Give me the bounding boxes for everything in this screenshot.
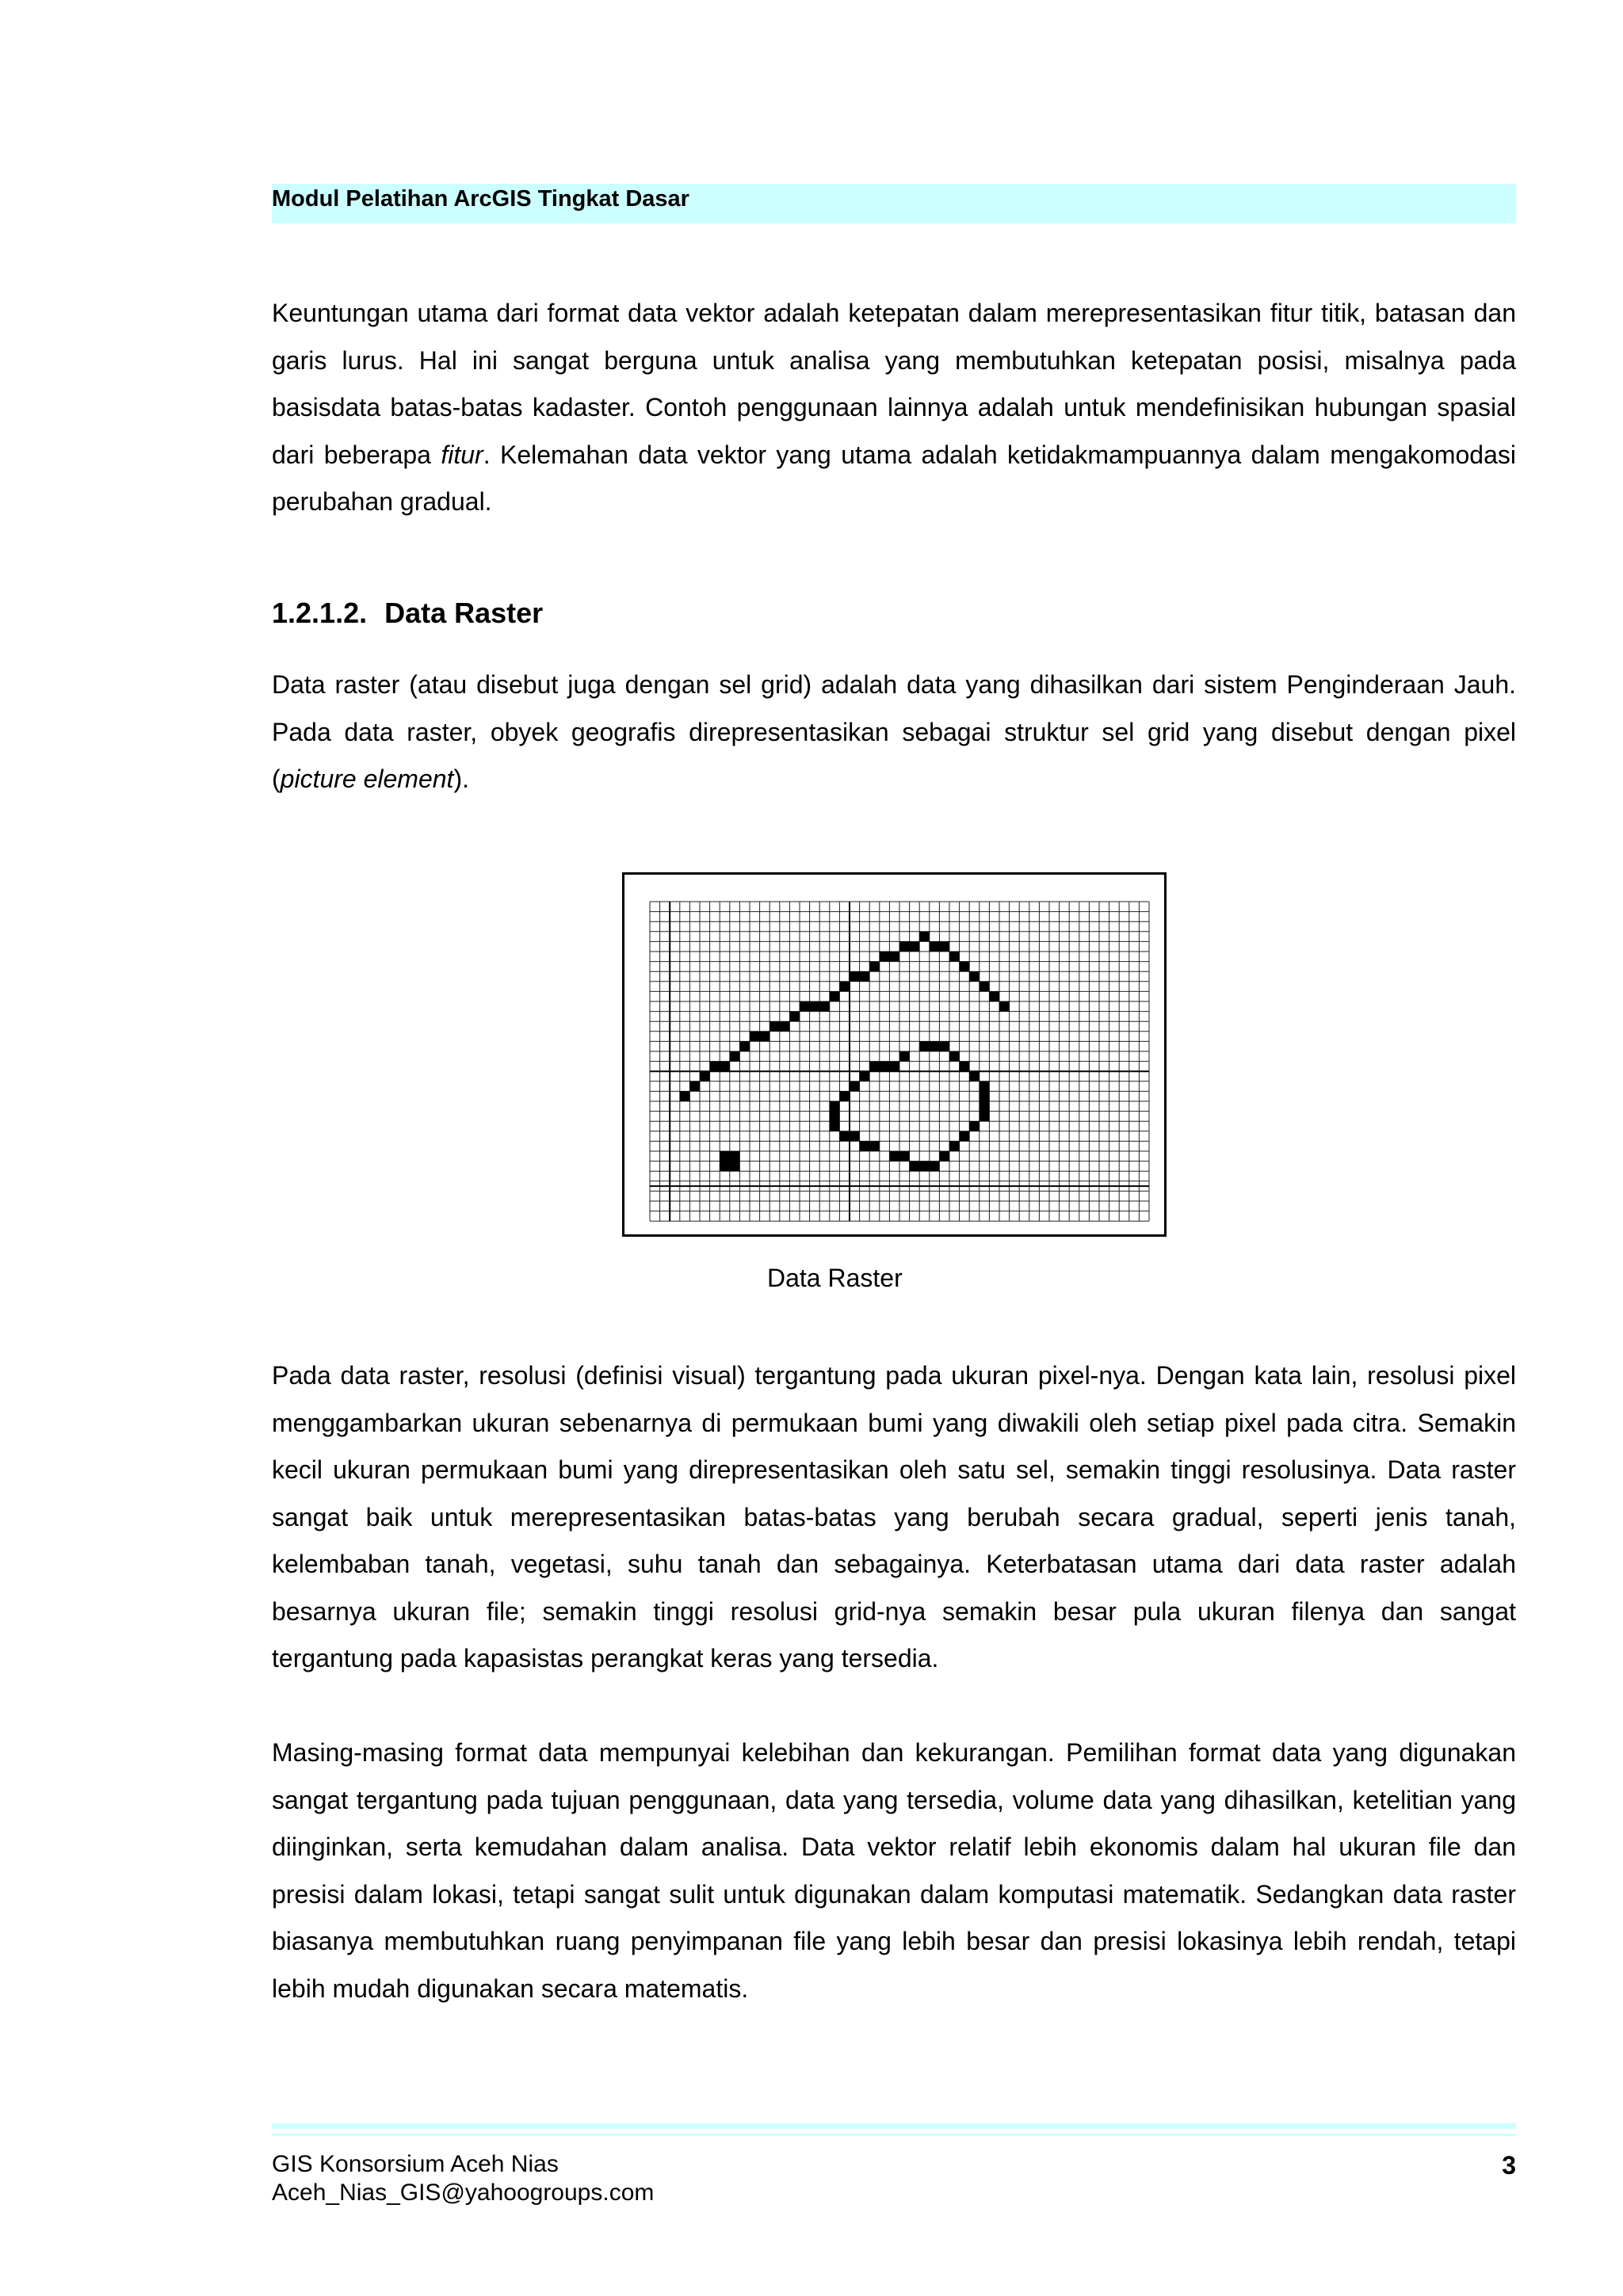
intro-text-a: Keuntungan utama dari format data vektor adalah ketepatan dalam merepresentasikan fitur titik, batasan dan garis lurus. Hal ini sangat berguna untuk analisa yang membutuhkan ketepatan posisi, misalnya pada basisdata batas-batas kadaster. Contoh penggunaan lainnya adalah untuk mendefinisikan hubungan spasial dari beberapa bbox=[272, 299, 1516, 469]
raster-pixel bbox=[680, 1091, 690, 1101]
raster-intro-text-a: Data raster (atau disebut juga dengan sel grid) adalah data yang dihasilkan dari sistem Penginderaan Jauh. Pada data raster, obyek geografis direpresentasikan sebagai struktur sel grid yang disebut dengan pixel ( bbox=[272, 670, 1516, 793]
raster-pixel bbox=[819, 1001, 830, 1012]
raster-pixel bbox=[889, 1151, 899, 1161]
raster-pixel bbox=[910, 941, 920, 952]
raster-pixel bbox=[730, 1161, 740, 1172]
raster-pixel bbox=[889, 952, 899, 962]
raster-pixel bbox=[850, 1081, 860, 1092]
page-number: 3 bbox=[1502, 2151, 1516, 2180]
raster-pixel bbox=[969, 971, 980, 982]
raster-pixel bbox=[730, 1051, 740, 1062]
raster-pixel bbox=[720, 1151, 730, 1161]
raster-pixel bbox=[830, 991, 840, 1001]
raster-pixel bbox=[789, 1012, 800, 1022]
raster-pixel bbox=[760, 1032, 770, 1042]
raster-pixel bbox=[710, 1062, 720, 1072]
raster-pixel bbox=[899, 1051, 910, 1062]
raster-pixel bbox=[720, 1062, 730, 1072]
raster-pixel bbox=[739, 1041, 750, 1051]
raster-pixel bbox=[869, 1062, 880, 1072]
raster-pixel bbox=[880, 952, 890, 962]
raster-pixel bbox=[800, 1001, 810, 1012]
raster-grid-illustration bbox=[624, 875, 1164, 1234]
raster-pixel bbox=[780, 1021, 790, 1032]
raster-pixel bbox=[930, 941, 940, 952]
raster-pixel bbox=[839, 1131, 850, 1142]
raster-pixel bbox=[910, 1161, 920, 1172]
raster-pixel bbox=[869, 1141, 880, 1151]
raster-pixel bbox=[930, 1161, 940, 1172]
raster-pixel bbox=[960, 1131, 970, 1142]
raster-pixel bbox=[899, 1151, 910, 1161]
raster-pixel bbox=[850, 1131, 860, 1142]
document-header-title: Modul Pelatihan ArcGIS Tingkat Dasar bbox=[272, 186, 689, 212]
raster-pixel bbox=[899, 941, 910, 952]
footer-email: Aceh_Nias_GIS@yahoogroups.com bbox=[272, 2180, 655, 2206]
raster-pixel bbox=[869, 962, 880, 972]
raster-pixel bbox=[939, 1151, 949, 1161]
footer-divider-thick bbox=[272, 2123, 1516, 2129]
raster-pixel bbox=[839, 982, 850, 992]
raster-pixel bbox=[960, 1062, 970, 1072]
raster-pixel bbox=[730, 1151, 740, 1161]
raster-pixel bbox=[939, 941, 949, 952]
raster-pixel bbox=[980, 1091, 990, 1101]
raster-pixel bbox=[949, 952, 960, 962]
raster-pixel bbox=[830, 1101, 840, 1112]
raster-pixel bbox=[830, 1121, 840, 1131]
raster-pixel bbox=[750, 1032, 760, 1042]
raster-pixel bbox=[919, 1041, 930, 1051]
raster-intro-text-b: ). bbox=[453, 765, 469, 793]
raster-pixel bbox=[949, 1051, 960, 1062]
raster-pixel bbox=[980, 1101, 990, 1112]
raster-pixel bbox=[889, 1062, 899, 1072]
raster-pixel bbox=[850, 971, 860, 982]
raster-figure bbox=[622, 872, 1167, 1237]
raster-pixel bbox=[880, 1062, 890, 1072]
raster-pixel bbox=[919, 1161, 930, 1172]
raster-pixel bbox=[860, 1141, 870, 1151]
comparison-paragraph: Masing-masing format data mempunyai kelebihan dan kekurangan. Pemilihan format data yang digunakan sangat tergantung pada tujuan penggunaan, data yang tersedia, volume data yang dihasilkan, ketelitian yang diinginkan, serta kemudahan dalam analisa. Data vektor relatif lebih ekonomis dalam hal ukuran file dan presisi dalam lokasi, tetapi sangat sulit untuk digunakan dalam komputasi matematik. Sedangkan data raster biasanya membutuhkan ruang penyimpanan file yang lebih besar dan presisi lokasinya lebih rendah, tetapi lebih mudah digunakan secara matematis. bbox=[272, 1738, 1516, 2003]
raster-pixel bbox=[980, 982, 990, 992]
raster-intro-paragraph bbox=[272, 662, 1516, 803]
footer-info bbox=[272, 2150, 654, 2207]
raster-pixel bbox=[839, 1091, 850, 1101]
raster-pixel bbox=[989, 991, 999, 1001]
section-heading bbox=[272, 596, 543, 631]
raster-pixel bbox=[810, 1001, 820, 1012]
raster-pixel bbox=[980, 1081, 990, 1092]
raster-pixel bbox=[720, 1161, 730, 1172]
raster-pixel bbox=[769, 1021, 780, 1032]
figure-caption: Data Raster bbox=[767, 1264, 903, 1292]
footer-divider-thin bbox=[272, 2134, 1516, 2136]
raster-pixel bbox=[700, 1071, 710, 1081]
raster-pixel bbox=[930, 1041, 940, 1051]
section-number: 1.2.1.2. bbox=[272, 597, 368, 629]
intro-text-b: . Kelemahan data vektor yang utama adalah ketidakmampuannya dalam mengakomodasi perubahan gradual. bbox=[272, 440, 1517, 516]
raster-pixel bbox=[830, 1112, 840, 1122]
raster-pixel bbox=[969, 1121, 980, 1131]
raster-pixel bbox=[860, 971, 870, 982]
raster-pixel bbox=[939, 1041, 949, 1051]
raster-pixel bbox=[860, 1071, 870, 1081]
resolution-paragraph: Pada data raster, resolusi (definisi visual) tergantung pada ukuran pixel-nya. Dengan kata lain, resolusi pixel menggambarkan ukuran sebenarnya di permukaan bumi yang diwakili oleh setiap pixel pada citra. Semakin kecil ukuran permukaan bumi yang direpresentasikan oleh satu sel, semakin tinggi resolusinya. Data raster sangat baik untuk merepresentasikan batas-batas yang berubah secara gradual, seperti jenis tanah, kelembaban tanah, vegetasi, suhu tanah dan sebagainya. Keterbatasan utama dari data raster adalah besarnya ukuran file; semakin tinggi resolusi grid-nya semakin besar pula ukuran filenya dan sangat tergantung pada kapasistas perangkat keras yang tersedia. bbox=[272, 1361, 1516, 1672]
intro-italic-term: fitur bbox=[441, 440, 483, 469]
footer-organization: GIS Konsorsium Aceh Nias bbox=[272, 2151, 559, 2177]
raster-pixel bbox=[949, 1141, 960, 1151]
raster-pixel bbox=[999, 1001, 1010, 1012]
intro-paragraph bbox=[272, 290, 1516, 526]
raster-pixel bbox=[980, 1112, 990, 1122]
raster-intro-italic-term: picture element bbox=[280, 765, 454, 793]
raster-pixel bbox=[689, 1081, 700, 1092]
raster-pixel bbox=[919, 932, 930, 942]
raster-pixel bbox=[969, 1071, 980, 1081]
section-title: Data Raster bbox=[384, 597, 544, 629]
raster-pixel bbox=[960, 962, 970, 972]
